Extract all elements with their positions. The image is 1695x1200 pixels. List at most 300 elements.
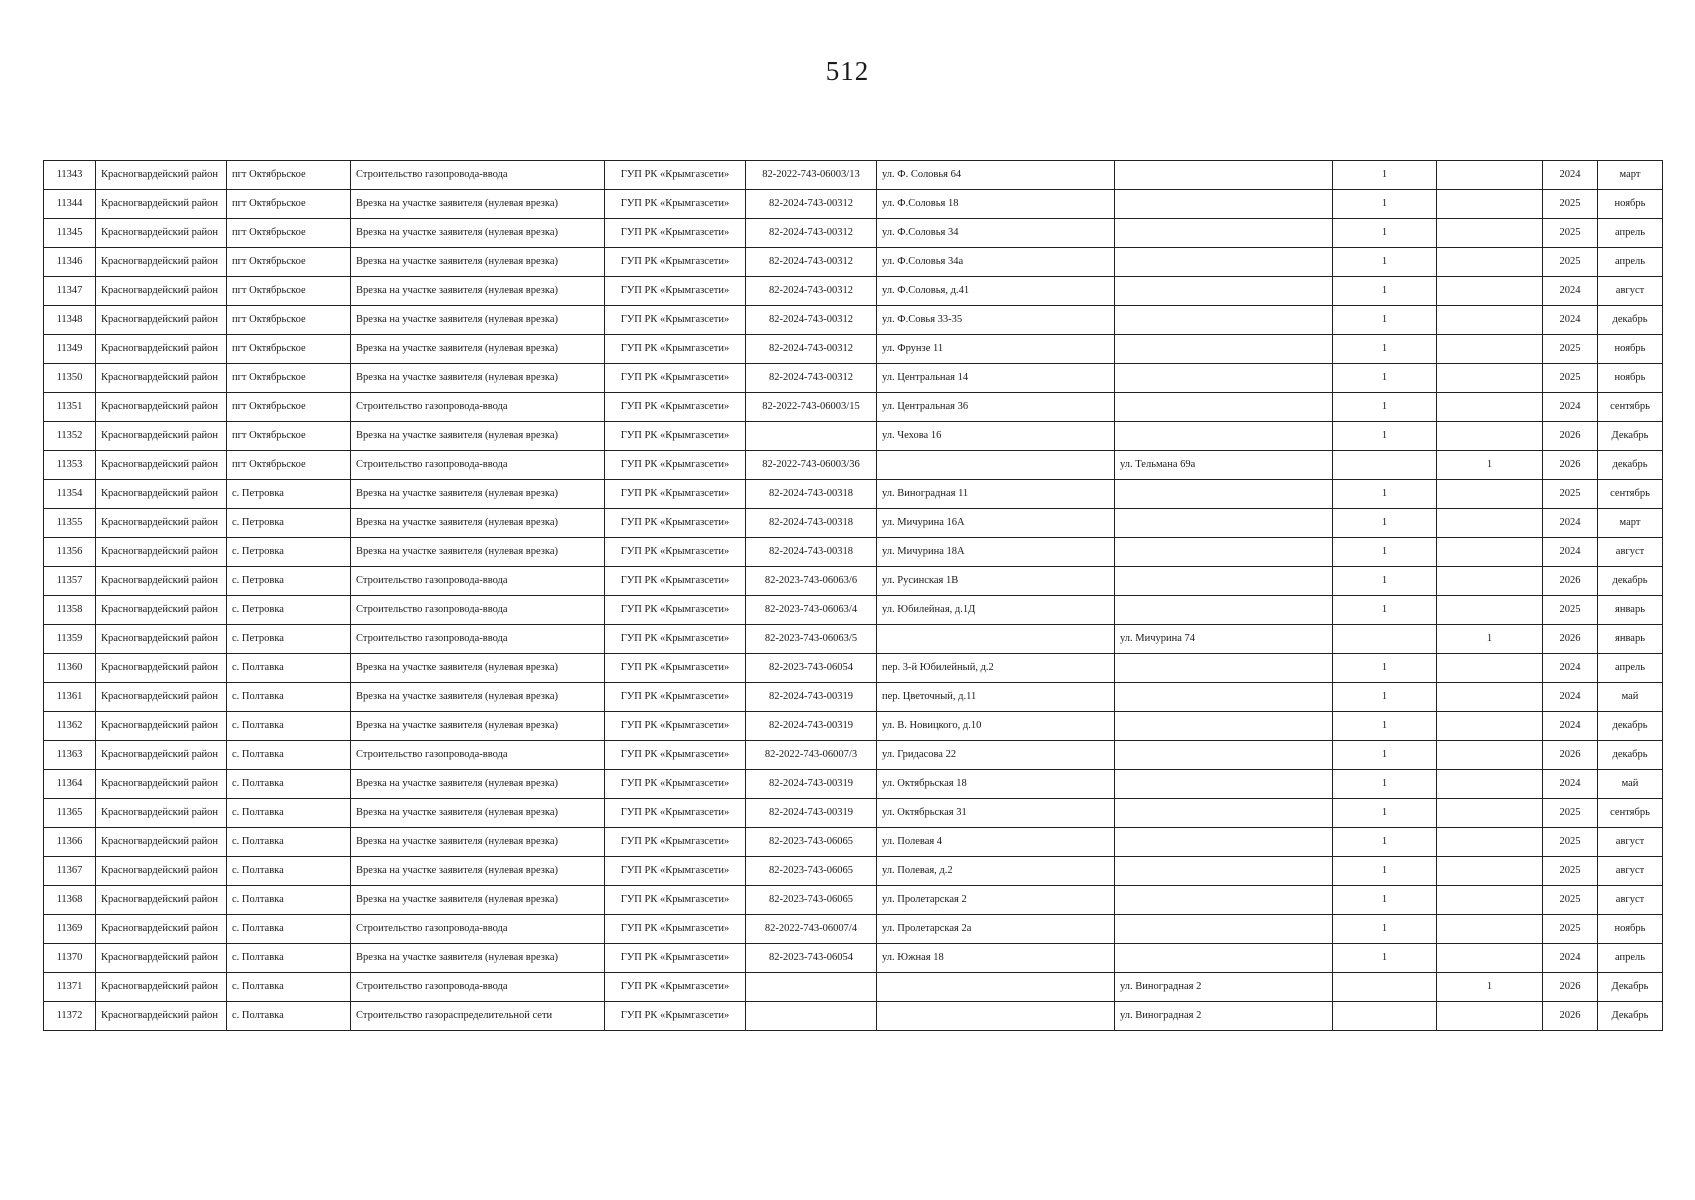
organization-cell: ГУП РК «Крымгазсети» (605, 190, 746, 219)
address-alt-cell (1115, 770, 1333, 799)
organization-cell: ГУП РК «Крымгазсети» (605, 538, 746, 567)
address-cell: пер. 3-й Юбилейный, д.2 (877, 654, 1115, 683)
work-type-cell: Врезка на участке заявителя (нулевая врезка) (351, 857, 605, 886)
district-cell: Красногвардейский район (96, 683, 227, 712)
address-alt-cell (1115, 596, 1333, 625)
organization-cell: ГУП РК «Крымгазсети» (605, 915, 746, 944)
year-cell: 2026 (1543, 625, 1598, 654)
organization-cell: ГУП РК «Крымгазсети» (605, 335, 746, 364)
locality-cell: с. Полтавка (227, 654, 351, 683)
district-cell: Красногвардейский район (96, 799, 227, 828)
address-alt-cell: ул. Виноградная 2 (1115, 973, 1333, 1002)
month-cell: декабрь (1598, 451, 1663, 480)
organization-cell: ГУП РК «Крымгазсети» (605, 567, 746, 596)
work-type-cell: Врезка на участке заявителя (нулевая врезка) (351, 422, 605, 451)
district-cell: Красногвардейский район (96, 712, 227, 741)
table-row (44, 422, 1663, 451)
row-number: 11372 (44, 1002, 96, 1031)
address-alt-cell (1115, 335, 1333, 364)
work-type-cell: Строительство газопровода-ввода (351, 741, 605, 770)
organization-cell: ГУП РК «Крымгазсети» (605, 625, 746, 654)
address-cell: ул. Пролетарская 2а (877, 915, 1115, 944)
registry-code-cell: 82-2023-743-06065 (746, 886, 877, 915)
work-type-cell: Врезка на участке заявителя (нулевая врезка) (351, 799, 605, 828)
year-cell: 2026 (1543, 567, 1598, 596)
table-row (44, 451, 1663, 480)
month-cell: январь (1598, 625, 1663, 654)
registry-code-cell: 82-2023-743-06054 (746, 944, 877, 973)
address-cell: ул. Полевая 4 (877, 828, 1115, 857)
quantity-alt-cell (1437, 509, 1543, 538)
quantity-alt-cell (1437, 567, 1543, 596)
year-cell: 2024 (1543, 277, 1598, 306)
table-row (44, 277, 1663, 306)
organization-cell: ГУП РК «Крымгазсети» (605, 422, 746, 451)
month-cell: март (1598, 161, 1663, 190)
address-cell (877, 973, 1115, 1002)
quantity-cell: 1 (1333, 886, 1437, 915)
locality-cell: пгт Октябрьское (227, 364, 351, 393)
quantity-cell: 1 (1333, 683, 1437, 712)
quantity-alt-cell (1437, 480, 1543, 509)
district-cell: Красногвардейский район (96, 364, 227, 393)
month-cell: ноябрь (1598, 335, 1663, 364)
district-cell: Красногвардейский район (96, 596, 227, 625)
year-cell: 2026 (1543, 422, 1598, 451)
address-alt-cell (1115, 944, 1333, 973)
district-cell: Красногвардейский район (96, 509, 227, 538)
locality-cell: с. Полтавка (227, 799, 351, 828)
table-row (44, 567, 1663, 596)
month-cell: май (1598, 683, 1663, 712)
year-cell: 2025 (1543, 219, 1598, 248)
row-number: 11356 (44, 538, 96, 567)
gasification-table (43, 160, 1663, 1031)
district-cell: Красногвардейский район (96, 451, 227, 480)
address-cell: ул. Ф. Соловья 64 (877, 161, 1115, 190)
row-number: 11354 (44, 480, 96, 509)
work-type-cell: Врезка на участке заявителя (нулевая врезка) (351, 944, 605, 973)
address-cell: пер. Цветочный, д.11 (877, 683, 1115, 712)
organization-cell: ГУП РК «Крымгазсети» (605, 451, 746, 480)
organization-cell: ГУП РК «Крымгазсети» (605, 973, 746, 1002)
work-type-cell: Врезка на участке заявителя (нулевая врезка) (351, 480, 605, 509)
quantity-cell: 1 (1333, 596, 1437, 625)
organization-cell: ГУП РК «Крымгазсети» (605, 944, 746, 973)
locality-cell: с. Петровка (227, 509, 351, 538)
locality-cell: с. Петровка (227, 625, 351, 654)
organization-cell: ГУП РК «Крымгазсети» (605, 306, 746, 335)
month-cell: Декабрь (1598, 973, 1663, 1002)
locality-cell: с. Петровка (227, 596, 351, 625)
table-row (44, 306, 1663, 335)
table-row (44, 712, 1663, 741)
district-cell: Красногвардейский район (96, 625, 227, 654)
address-alt-cell (1115, 364, 1333, 393)
row-number: 11370 (44, 944, 96, 973)
address-alt-cell (1115, 683, 1333, 712)
address-alt-cell: ул. Тельмана 69а (1115, 451, 1333, 480)
year-cell: 2024 (1543, 538, 1598, 567)
row-number: 11366 (44, 828, 96, 857)
work-type-cell: Врезка на участке заявителя (нулевая врезка) (351, 306, 605, 335)
row-number: 11353 (44, 451, 96, 480)
address-cell: ул. Виноградная 11 (877, 480, 1115, 509)
year-cell: 2024 (1543, 393, 1598, 422)
quantity-alt-cell (1437, 161, 1543, 190)
quantity-cell: 1 (1333, 277, 1437, 306)
table-row (44, 335, 1663, 364)
registry-code-cell: 82-2024-743-00319 (746, 770, 877, 799)
quantity-alt-cell (1437, 683, 1543, 712)
organization-cell: ГУП РК «Крымгазсети» (605, 857, 746, 886)
locality-cell: пгт Октябрьское (227, 161, 351, 190)
quantity-cell (1333, 625, 1437, 654)
month-cell: декабрь (1598, 306, 1663, 335)
table-row (44, 654, 1663, 683)
quantity-alt-cell: 1 (1437, 451, 1543, 480)
district-cell: Красногвардейский район (96, 538, 227, 567)
year-cell: 2025 (1543, 248, 1598, 277)
month-cell: сентябрь (1598, 480, 1663, 509)
work-type-cell: Строительство газопровода-ввода (351, 915, 605, 944)
table-row (44, 886, 1663, 915)
address-cell: ул. Центральная 14 (877, 364, 1115, 393)
district-cell: Красногвардейский район (96, 1002, 227, 1031)
district-cell: Красногвардейский район (96, 567, 227, 596)
table-row (44, 770, 1663, 799)
year-cell: 2025 (1543, 364, 1598, 393)
locality-cell: пгт Октябрьское (227, 451, 351, 480)
quantity-cell: 1 (1333, 712, 1437, 741)
row-number: 11363 (44, 741, 96, 770)
month-cell: сентябрь (1598, 799, 1663, 828)
work-type-cell: Строительство газопровода-ввода (351, 567, 605, 596)
row-number: 11358 (44, 596, 96, 625)
address-alt-cell (1115, 828, 1333, 857)
work-type-cell: Врезка на участке заявителя (нулевая врезка) (351, 248, 605, 277)
quantity-alt-cell (1437, 364, 1543, 393)
quantity-cell (1333, 451, 1437, 480)
quantity-alt-cell (1437, 335, 1543, 364)
row-number: 11360 (44, 654, 96, 683)
address-alt-cell (1115, 422, 1333, 451)
quantity-alt-cell (1437, 248, 1543, 277)
district-cell: Красногвардейский район (96, 277, 227, 306)
row-number: 11365 (44, 799, 96, 828)
table-row (44, 1002, 1663, 1031)
year-cell: 2025 (1543, 335, 1598, 364)
table-row (44, 683, 1663, 712)
table-row (44, 596, 1663, 625)
table-row (44, 973, 1663, 1002)
locality-cell: с. Петровка (227, 538, 351, 567)
organization-cell: ГУП РК «Крымгазсети» (605, 277, 746, 306)
address-cell: ул. Мичурина 18А (877, 538, 1115, 567)
quantity-alt-cell (1437, 741, 1543, 770)
registry-code-cell: 82-2022-743-06007/4 (746, 915, 877, 944)
table-row (44, 799, 1663, 828)
quantity-cell: 1 (1333, 306, 1437, 335)
page-number: 512 (825, 56, 870, 86)
district-cell: Красногвардейский район (96, 393, 227, 422)
table-row (44, 857, 1663, 886)
month-cell: апрель (1598, 654, 1663, 683)
quantity-cell: 1 (1333, 828, 1437, 857)
district-cell: Красногвардейский район (96, 770, 227, 799)
registry-code-cell: 82-2023-743-06063/5 (746, 625, 877, 654)
registry-code-cell: 82-2024-743-00318 (746, 480, 877, 509)
district-cell: Красногвардейский район (96, 857, 227, 886)
work-type-cell: Строительство газопровода-ввода (351, 625, 605, 654)
address-alt-cell (1115, 712, 1333, 741)
organization-cell: ГУП РК «Крымгазсети» (605, 886, 746, 915)
month-cell: апрель (1598, 944, 1663, 973)
row-number: 11368 (44, 886, 96, 915)
year-cell: 2024 (1543, 770, 1598, 799)
quantity-cell: 1 (1333, 741, 1437, 770)
year-cell: 2024 (1543, 509, 1598, 538)
address-cell (877, 1002, 1115, 1031)
table-row (44, 190, 1663, 219)
work-type-cell: Врезка на участке заявителя (нулевая врезка) (351, 364, 605, 393)
work-type-cell: Врезка на участке заявителя (нулевая врезка) (351, 277, 605, 306)
organization-cell: ГУП РК «Крымгазсети» (605, 219, 746, 248)
quantity-alt-cell (1437, 219, 1543, 248)
work-type-cell: Строительство газопровода-ввода (351, 161, 605, 190)
table-row (44, 625, 1663, 654)
month-cell: ноябрь (1598, 915, 1663, 944)
locality-cell: пгт Октябрьское (227, 248, 351, 277)
district-cell: Красногвардейский район (96, 161, 227, 190)
registry-code-cell: 82-2023-743-06065 (746, 828, 877, 857)
year-cell: 2025 (1543, 190, 1598, 219)
locality-cell: пгт Октябрьское (227, 277, 351, 306)
month-cell: август (1598, 857, 1663, 886)
work-type-cell: Врезка на участке заявителя (нулевая врезка) (351, 683, 605, 712)
locality-cell: с. Полтавка (227, 857, 351, 886)
work-type-cell: Врезка на участке заявителя (нулевая врезка) (351, 886, 605, 915)
address-cell (877, 451, 1115, 480)
locality-cell: с. Полтавка (227, 886, 351, 915)
year-cell: 2024 (1543, 683, 1598, 712)
month-cell: ноябрь (1598, 190, 1663, 219)
quantity-alt-cell (1437, 944, 1543, 973)
month-cell: декабрь (1598, 567, 1663, 596)
row-number: 11364 (44, 770, 96, 799)
address-cell: ул. Южная 18 (877, 944, 1115, 973)
district-cell: Красногвардейский район (96, 944, 227, 973)
work-type-cell: Врезка на участке заявителя (нулевая врезка) (351, 219, 605, 248)
district-cell: Красногвардейский район (96, 886, 227, 915)
work-type-cell: Врезка на участке заявителя (нулевая врезка) (351, 828, 605, 857)
district-cell: Красногвардейский район (96, 422, 227, 451)
row-number: 11369 (44, 915, 96, 944)
address-alt-cell (1115, 219, 1333, 248)
table-row (44, 161, 1663, 190)
table-row (44, 393, 1663, 422)
quantity-cell: 1 (1333, 509, 1437, 538)
year-cell: 2025 (1543, 480, 1598, 509)
organization-cell: ГУП РК «Крымгазсети» (605, 741, 746, 770)
month-cell: август (1598, 277, 1663, 306)
month-cell: март (1598, 509, 1663, 538)
district-cell: Красногвардейский район (96, 828, 227, 857)
address-alt-cell (1115, 509, 1333, 538)
row-number: 11357 (44, 567, 96, 596)
address-cell: ул. В. Новицкого, д.10 (877, 712, 1115, 741)
quantity-alt-cell: 1 (1437, 973, 1543, 1002)
address-alt-cell (1115, 741, 1333, 770)
registry-code-cell: 82-2024-743-00312 (746, 306, 877, 335)
address-cell: ул. Пролетарская 2 (877, 886, 1115, 915)
address-cell: ул. Юбилейная, д.1Д (877, 596, 1115, 625)
address-alt-cell (1115, 799, 1333, 828)
organization-cell: ГУП РК «Крымгазсети» (605, 770, 746, 799)
district-cell: Красногвардейский район (96, 219, 227, 248)
quantity-cell: 1 (1333, 799, 1437, 828)
table-row (44, 538, 1663, 567)
row-number: 11347 (44, 277, 96, 306)
district-cell: Красногвардейский район (96, 741, 227, 770)
quantity-alt-cell (1437, 190, 1543, 219)
quantity-alt-cell (1437, 857, 1543, 886)
locality-cell: пгт Октябрьское (227, 335, 351, 364)
year-cell: 2026 (1543, 1002, 1598, 1031)
registry-code-cell: 82-2024-743-00319 (746, 712, 877, 741)
month-cell: январь (1598, 596, 1663, 625)
address-alt-cell (1115, 915, 1333, 944)
month-cell: сентябрь (1598, 393, 1663, 422)
organization-cell: ГУП РК «Крымгазсети» (605, 596, 746, 625)
address-alt-cell (1115, 654, 1333, 683)
quantity-alt-cell (1437, 886, 1543, 915)
work-type-cell: Врезка на участке заявителя (нулевая врезка) (351, 335, 605, 364)
year-cell: 2025 (1543, 596, 1598, 625)
quantity-alt-cell (1437, 306, 1543, 335)
address-alt-cell (1115, 567, 1333, 596)
quantity-cell (1333, 1002, 1437, 1031)
locality-cell: с. Петровка (227, 567, 351, 596)
year-cell: 2025 (1543, 799, 1598, 828)
registry-code-cell: 82-2024-743-00312 (746, 277, 877, 306)
district-cell: Красногвардейский район (96, 973, 227, 1002)
district-cell: Красногвардейский район (96, 190, 227, 219)
address-alt-cell (1115, 538, 1333, 567)
year-cell: 2025 (1543, 886, 1598, 915)
row-number: 11345 (44, 219, 96, 248)
work-type-cell: Врезка на участке заявителя (нулевая врезка) (351, 712, 605, 741)
quantity-cell: 1 (1333, 219, 1437, 248)
month-cell: август (1598, 538, 1663, 567)
district-cell: Красногвардейский район (96, 480, 227, 509)
registry-code-cell: 82-2023-743-06063/6 (746, 567, 877, 596)
registry-code-cell (746, 973, 877, 1002)
district-cell: Красногвардейский район (96, 248, 227, 277)
registry-code-cell: 82-2023-743-06054 (746, 654, 877, 683)
registry-code-cell: 82-2024-743-00312 (746, 219, 877, 248)
table-row (44, 915, 1663, 944)
address-cell: ул. Октябрьская 18 (877, 770, 1115, 799)
address-alt-cell: ул. Мичурина 74 (1115, 625, 1333, 654)
table-row (44, 944, 1663, 973)
row-number: 11348 (44, 306, 96, 335)
address-alt-cell (1115, 161, 1333, 190)
registry-code-cell: 82-2024-743-00312 (746, 190, 877, 219)
locality-cell: с. Полтавка (227, 944, 351, 973)
work-type-cell: Строительство газопровода-ввода (351, 596, 605, 625)
registry-code-cell: 82-2024-743-00312 (746, 335, 877, 364)
organization-cell: ГУП РК «Крымгазсети» (605, 393, 746, 422)
work-type-cell: Строительство газопровода-ввода (351, 973, 605, 1002)
row-number: 11361 (44, 683, 96, 712)
organization-cell: ГУП РК «Крымгазсети» (605, 480, 746, 509)
row-number: 11362 (44, 712, 96, 741)
row-number: 11359 (44, 625, 96, 654)
registry-code-cell: 82-2024-743-00319 (746, 683, 877, 712)
quantity-cell: 1 (1333, 567, 1437, 596)
quantity-cell: 1 (1333, 190, 1437, 219)
year-cell: 2025 (1543, 828, 1598, 857)
quantity-alt-cell (1437, 1002, 1543, 1031)
registry-code-cell: 82-2024-743-00312 (746, 248, 877, 277)
year-cell: 2024 (1543, 944, 1598, 973)
month-cell: декабрь (1598, 712, 1663, 741)
address-cell: ул. Октябрьская 31 (877, 799, 1115, 828)
address-cell: ул. Русинская 1В (877, 567, 1115, 596)
year-cell: 2024 (1543, 654, 1598, 683)
table-row (44, 219, 1663, 248)
quantity-alt-cell (1437, 799, 1543, 828)
registry-code-cell: 82-2022-743-06003/36 (746, 451, 877, 480)
table-row (44, 248, 1663, 277)
locality-cell: с. Полтавка (227, 915, 351, 944)
year-cell: 2026 (1543, 973, 1598, 1002)
row-number: 11371 (44, 973, 96, 1002)
month-cell: Декабрь (1598, 1002, 1663, 1031)
address-alt-cell (1115, 480, 1333, 509)
work-type-cell: Строительство газораспределительной сети (351, 1002, 605, 1031)
locality-cell: с. Полтавка (227, 741, 351, 770)
quantity-alt-cell (1437, 422, 1543, 451)
year-cell: 2026 (1543, 451, 1598, 480)
address-cell: ул. Ф.Соловья 18 (877, 190, 1115, 219)
quantity-cell: 1 (1333, 480, 1437, 509)
locality-cell: пгт Октябрьское (227, 219, 351, 248)
organization-cell: ГУП РК «Крымгазсети» (605, 161, 746, 190)
registry-code-cell: 82-2024-743-00318 (746, 538, 877, 567)
quantity-alt-cell (1437, 712, 1543, 741)
address-alt-cell (1115, 248, 1333, 277)
address-cell: ул. Ф.Соловья, д.41 (877, 277, 1115, 306)
quantity-alt-cell (1437, 538, 1543, 567)
address-cell: ул. Центральная 36 (877, 393, 1115, 422)
locality-cell: пгт Октябрьское (227, 422, 351, 451)
address-alt-cell (1115, 306, 1333, 335)
row-number: 11367 (44, 857, 96, 886)
address-cell: ул. Ф.Совья 33-35 (877, 306, 1115, 335)
organization-cell: ГУП РК «Крымгазсети» (605, 654, 746, 683)
locality-cell: с. Петровка (227, 480, 351, 509)
quantity-alt-cell (1437, 596, 1543, 625)
work-type-cell: Врезка на участке заявителя (нулевая врезка) (351, 654, 605, 683)
locality-cell: с. Полтавка (227, 712, 351, 741)
month-cell: апрель (1598, 248, 1663, 277)
address-alt-cell (1115, 277, 1333, 306)
table-row (44, 828, 1663, 857)
address-cell: ул. Гридасова 22 (877, 741, 1115, 770)
quantity-alt-cell (1437, 277, 1543, 306)
